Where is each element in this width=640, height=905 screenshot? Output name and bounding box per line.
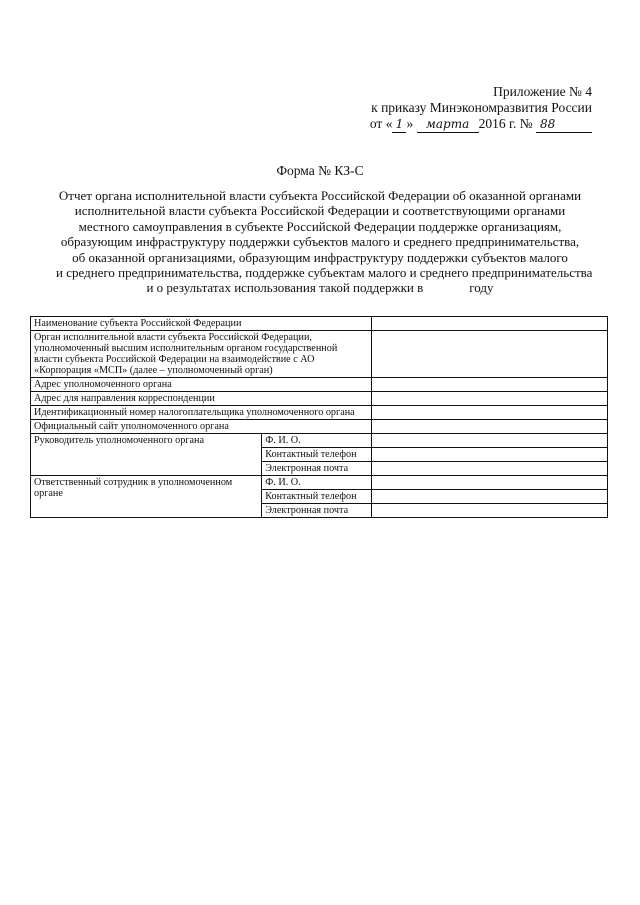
order-number: 88 — [536, 116, 592, 133]
table-row — [31, 317, 608, 331]
report-title-line — [56, 280, 584, 295]
form-title: Форма № КЗ-С — [276, 163, 364, 178]
value-cell[interactable] — [371, 420, 607, 434]
value-cell[interactable] — [371, 331, 607, 378]
date-month: марта — [417, 116, 479, 133]
table-row — [31, 406, 608, 420]
report-title-year-prefix: и о результатах использования такой поддержки в — [146, 280, 424, 296]
value-cell[interactable] — [371, 406, 607, 420]
date-mid: » — [406, 116, 414, 131]
row-label: Адрес для направления корреспонденции — [31, 392, 372, 406]
responsible-label: Ответственный сотрудник в уполномоченном органе — [31, 476, 262, 518]
field-label: Электронная почта — [262, 504, 371, 518]
value-cell[interactable] — [371, 378, 607, 392]
report-title-year-suffix: году — [469, 280, 494, 296]
date-year: 2016 г. № — [478, 116, 533, 131]
field-label: Контактный телефон — [262, 448, 371, 462]
date-day: 1 — [392, 116, 406, 133]
value-cell[interactable] — [371, 317, 607, 331]
appendix-order-ref: к приказу Минэкономразвития России — [371, 100, 592, 115]
row-label: Официальный сайт уполномоченного органа — [31, 420, 372, 434]
row-label: Адрес уполномоченного органа — [31, 378, 372, 392]
value-cell[interactable] — [371, 504, 607, 518]
value-cell[interactable] — [371, 392, 607, 406]
value-cell[interactable] — [371, 476, 607, 490]
date-prefix: от « — [369, 116, 393, 131]
head-label: Руководитель уполномоченного органа — [31, 434, 262, 476]
appendix-number: Приложение № 4 — [493, 84, 592, 99]
report-title — [56, 188, 593, 296]
field-label: Ф. И. О. — [262, 476, 371, 490]
value-cell[interactable] — [371, 462, 607, 476]
table-row — [31, 434, 608, 448]
report-title-line: Отчет органа исполнительной власти субъекта Российской Федерации об оказанной органами — [58, 188, 582, 203]
report-title-line: образующим инфраструктуру поддержки субъектов малого и среднего предпринимательства, — [60, 234, 580, 250]
field-label: Контактный телефон — [262, 490, 371, 504]
field-label: Ф. И. О. — [262, 434, 371, 448]
field-label: Электронная почта — [262, 462, 371, 476]
table-row — [31, 420, 608, 434]
report-title-line: исполнительной власти субъекта Российской Федерации и соответствующими органами — [74, 203, 566, 219]
appendix-header — [370, 84, 592, 133]
report-title-line: местного самоуправления в субъекте Российской Федерации поддержке организациям, — [78, 218, 562, 234]
appendix-date-line — [370, 116, 592, 133]
table-row — [31, 392, 608, 406]
table-row — [31, 378, 608, 392]
row-label: Наименование субъекта Российской Федерации — [31, 317, 372, 331]
organization-info-table — [30, 316, 608, 518]
report-title-line: и среднего предпринимательства, поддержке субъектам малого и среднего предпринимательства — [56, 265, 593, 281]
report-title-line: об оказанной организациями, образующим инфраструктуру поддержки субъектов малого — [72, 249, 568, 265]
row-label: Идентификационный номер налогоплательщика уполномоченного органа — [31, 406, 372, 420]
table-row — [31, 331, 608, 378]
row-label: Орган исполнительной власти субъекта Российской Федерации, уполномоченный высшим исполнительным органом государственной власти субъекта Российской Федерации на взаимодействие с АО «Корпорация «МСП» (далее – уполномоченный орган) — [31, 331, 372, 378]
value-cell[interactable] — [371, 490, 607, 504]
value-cell[interactable] — [371, 434, 607, 448]
value-cell[interactable] — [371, 448, 607, 462]
table-row — [31, 476, 608, 490]
